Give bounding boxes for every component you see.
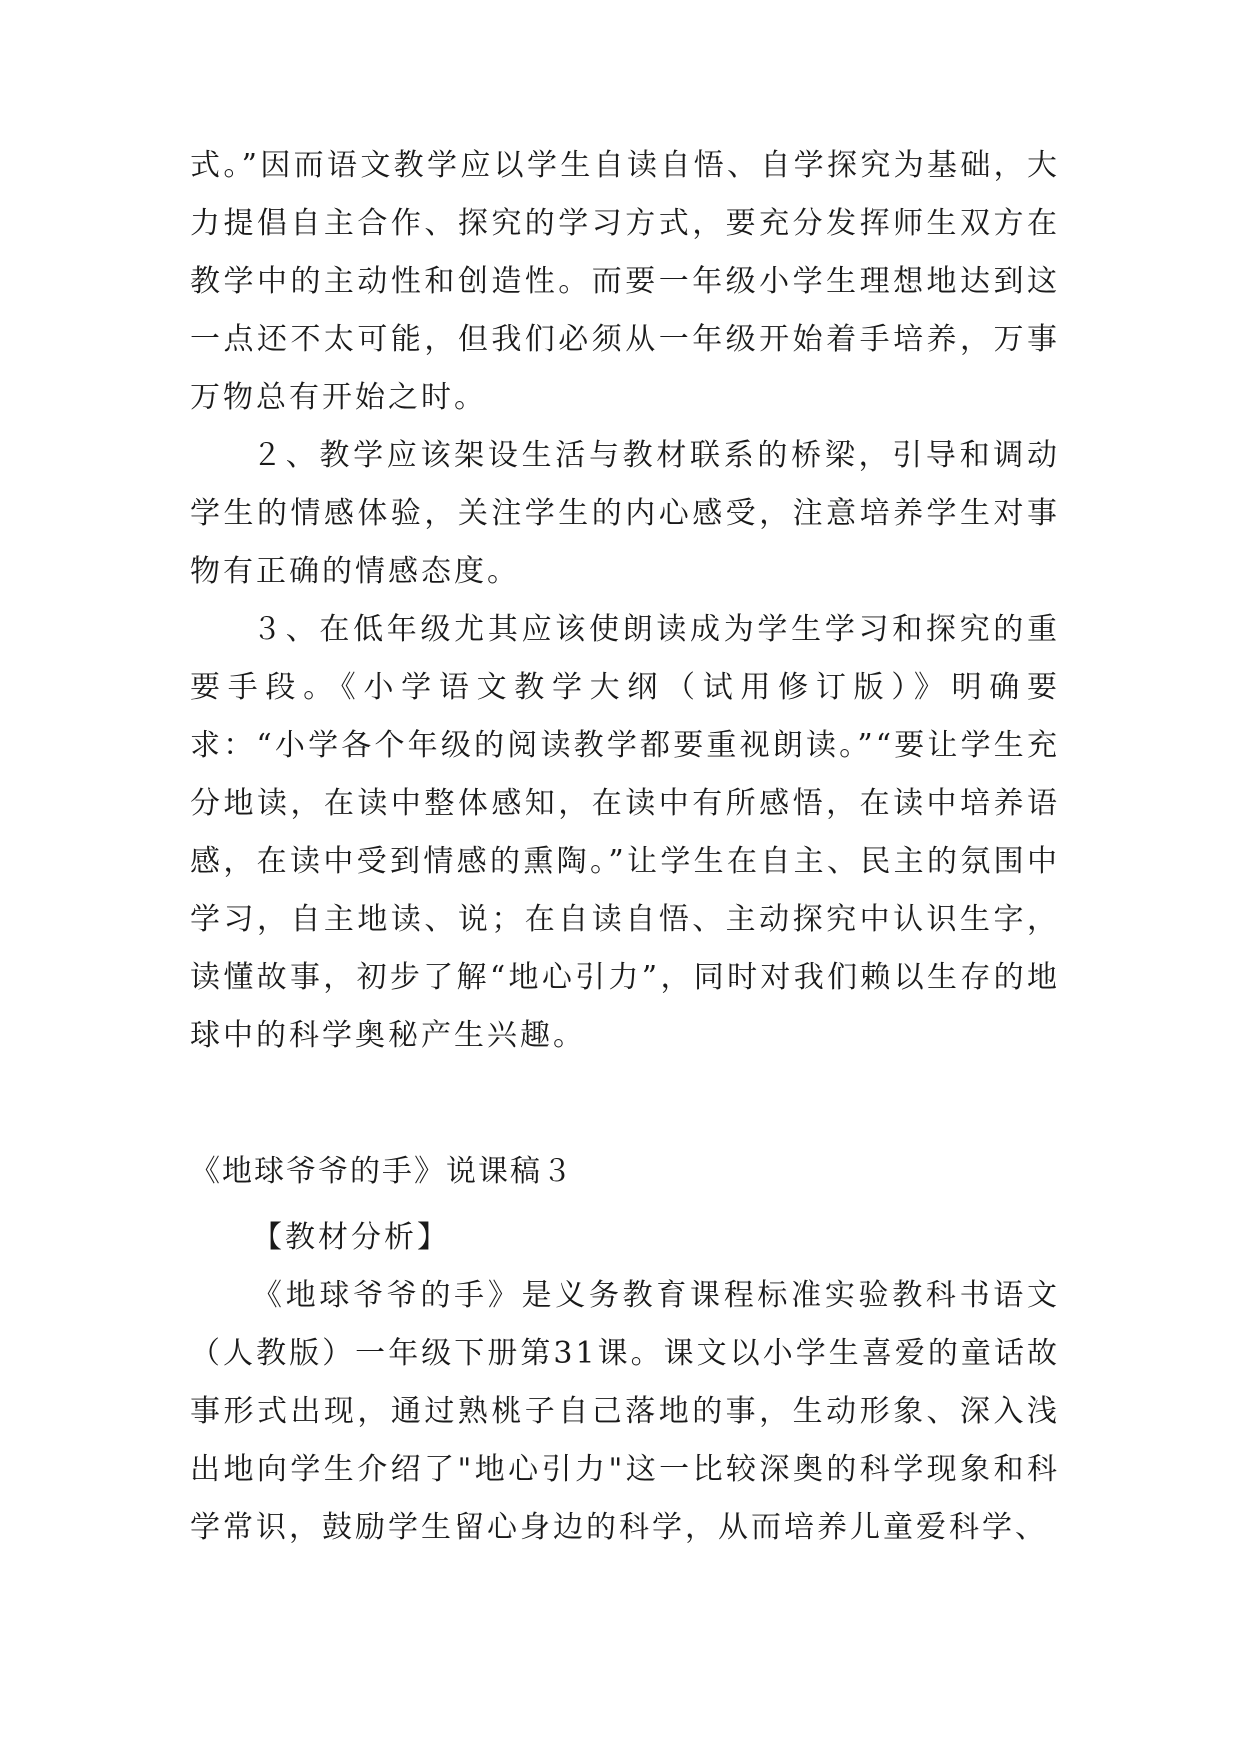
continuation-paragraph: 式。”因而语文教学应以学生自读自悟、自学探究为基础，大力提倡自主合作、探究的学习方式，要充分发挥师生双方在教学中的主动性和创造性。而要一年级小学生理想地达到这一点还不太可能，但我们必须从一年级开始着手培养，万事万物总有开始之时。	[190, 148, 1060, 415]
analysis-paragraph: 《地球爷爷的手》是义务教育课程标准实验教科书语文（人教版）一年级下册第31课。课文以小学生喜爱的童话故事形式出现，通过熟桃子自己落地的事，生动形象、深入浅出地向学生介绍了"地心引力"这一比较深奥的科学现象和科学常识，鼓励学生留心身边的科学，从而培养儿童爱科学、	[190, 1278, 1060, 1545]
point-3-block	[190, 601, 1060, 1065]
point-3-paragraph: ３、在低年级尤其应该使朗读成为学生学习和探究的重要手段。《小学语文教学大纲（试用修订版）》明确要求：“小学各个年级的阅读教学都要重视朗读。”“要让学生充分地读，在读中整体感知，在读中有所感悟，在读中培养语感，在读中受到情感的熏陶。”让学生在自主、民主的氛围中学习，自主地读、说；在自读自悟、主动探究中认识生字，读懂故事，初步了解“地心引力”，同时对我们赖以生存的地球中的科学奥秘产生兴趣。	[190, 612, 1060, 1053]
point-2-paragraph: ２、教学应该架设生活与教材联系的桥梁，引导和调动学生的情感体验，关注学生的内心感受，注意培养学生对事物有正确的情感态度。	[190, 438, 1060, 589]
point-2-block	[190, 427, 1060, 601]
continuation-block	[190, 137, 1060, 427]
section-title: 《地球爷爷的手》说课稿３	[190, 1154, 574, 1189]
analysis-subheading: 【教材分析】	[252, 1220, 450, 1255]
analysis-block	[190, 1209, 1060, 1557]
